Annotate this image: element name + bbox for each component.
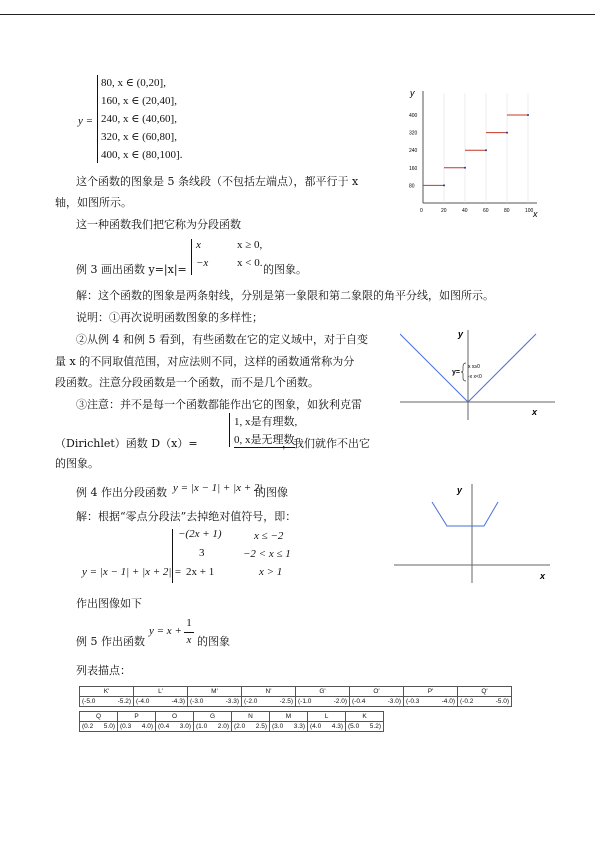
point-label: P' [404,687,458,697]
example5-formula-lhs: y = x + [149,625,182,637]
point-coords [118,722,156,732]
point-y: -2.5) [279,698,293,705]
fig2-legend-case2: -x x<0 [468,374,482,380]
fig1-endpoint [506,132,508,134]
example3-suffix: 的图象。 [263,263,307,276]
table_row1-value-row [80,697,512,707]
fig3-y-label: y [457,485,463,495]
points-table-positive [79,711,384,732]
dirichlet-prefix: （Dirichlet）函数 D（x）= [55,437,198,450]
point-label: K' [80,687,134,697]
fig1-x-tick: 100 [525,208,534,214]
point-x: (4.0 [310,723,322,730]
para1-line2: 轴，如图所示。 [55,196,132,209]
fig1-y-tick: 80 [409,183,415,190]
example5-prefix: 例 5 作出函数 [76,635,145,648]
point-coords [308,722,346,732]
piecewise1-case: 320, x ∈ (60,80], [101,131,177,143]
piecewise4-case1-cond: x ≤ −2 [254,530,284,542]
piecewise1-case: 80, x ∈ (0,20], [101,77,166,89]
point-coords [80,697,134,707]
draw-text: 作出图像如下 [76,597,142,610]
fig3-graph [394,478,554,584]
table_row2-label-row [80,712,384,722]
fig1-y-tick: 160 [409,165,418,172]
point-y: -5.0) [495,698,509,705]
piecewise1-cases [101,74,182,164]
dirichlet-brace [229,413,230,447]
point-coords [404,697,458,707]
point-y: -4.0) [441,698,455,705]
piecewise4-case3-cond: x > 1 [259,566,283,578]
piecewise1-brace [97,75,98,163]
note-title: 说明：①再次说明函数图象的多样性； [76,311,263,324]
point-y: -3.3) [225,698,239,705]
piecewise4-lhs: y = |x − 1| + |x + 2| = [82,566,182,578]
note3-line1: ③注意：并不是每一个函数都能作出它的图象，如狄利克雷 [76,398,362,411]
fig1-x-tick: 80 [504,208,510,214]
table_row2-value-row [80,722,384,732]
point-x: (3.0 [272,723,284,730]
point-label: M [270,712,308,722]
example5-frac-bar [184,632,194,633]
fig1-segments [423,114,529,186]
point-x: (5.0 [348,723,360,730]
point-label: G' [296,687,350,697]
point-y: 3.3) [293,723,305,730]
fig1-endpoint [443,184,445,186]
fig1-x-tick: 0 [420,208,423,214]
fig1-endpoint [527,114,529,116]
point-y: 2.5) [255,723,267,730]
point-coords [270,722,308,732]
point-label: O [156,712,194,722]
point-label: Q [80,712,118,722]
example4-prefix: 例 4 作出分段函数 [76,486,167,499]
dirichlet-case1: 1, x是有理数, [234,416,298,428]
piecewise1-lhs: y = [78,115,94,127]
piecewise4-case1-expr: −(2x + 1) [178,528,222,540]
fig3-x-label: x [540,571,546,581]
point-x: (0.2 [82,723,94,730]
example3-case1-expr: x [196,239,201,251]
point-label: N' [242,687,296,697]
point-x: (-4.0 [136,698,150,705]
dirichlet-suffix: ，我们就作不出它 [282,437,370,450]
point-y: 5.2) [369,723,381,730]
point-coords [194,722,232,732]
example4-formula: y = |x − 1| + |x + 2| [173,482,263,494]
point-coords [232,722,270,732]
example5-frac-num: 1 [186,617,192,629]
fig1-endpoint [464,167,466,169]
fig2-left-ray [400,334,468,402]
dirichlet-case2: 0, x是无理数 [234,431,295,448]
point-coords [296,697,350,707]
point-x: (0.3 [120,723,132,730]
example3-prefix: 例 3 画出函数 y=|x|= [76,263,187,276]
piecewise4-case3-expr: 2x + 1 [186,566,215,578]
example3-case2-cond: x < 0. [237,257,263,269]
fig1-x-tick: 40 [462,208,468,214]
fig1-y-tick: 240 [409,148,418,155]
point-coords [458,697,512,707]
para1-line1: 这个函数的图象是 5 条线段（不包括左端点），都平行于 x [76,175,359,188]
point-label: Q' [458,687,512,697]
point-x: (-1.0 [298,698,312,705]
point-label: O' [350,687,404,697]
fig1-y-label: y [410,88,415,98]
example5-suffix: 的图象 [197,635,230,648]
fig2-y-label: y [458,329,464,339]
point-coords [346,722,384,732]
fig2-legend-lhs: y= [452,369,460,376]
point-label: N [232,712,270,722]
piecewise1-case: 400, x ∈ (80,100]. [101,149,183,161]
fig1-y-tick: 400 [409,113,418,119]
para2: 这一种函数我们把它称为分段函数 [76,218,241,231]
point-coords [188,697,242,707]
point-y: -4.3) [171,698,185,705]
example4-suffix: 的图像 [255,486,288,499]
point-coords [134,697,188,707]
fig1-step-graph [405,85,545,225]
example5-frac-den: x [186,634,192,646]
fig2-x-label: x [532,407,538,417]
table_row1-label-row [80,687,512,697]
fig2-abs-graph [400,322,560,422]
note2-line1: ②从例 4 和例 5 看到，有些函数在它的定义域中，对于自变 [76,333,368,346]
list-label: 列表描点： [76,664,131,677]
point-label: L' [134,687,188,697]
point-coords [80,722,118,732]
point-x: (-2.0 [244,698,258,705]
point-label: K [346,712,384,722]
point-label: P [118,712,156,722]
point-label: G [194,712,232,722]
point-y: -3.0) [387,698,401,705]
solution3: 解：这个函数的图象是两条射线，分别是第一象限和第二象限的角平分线，如图所示。 [76,289,494,302]
note2-line3: 段函数。注意分段函数是一个函数，而不是几个函数。 [55,376,319,389]
point-x: (-0.4 [352,698,366,705]
point-y: 4.3) [331,723,343,730]
point-y: 2.0) [217,723,229,730]
note2-line2: 量 x 的不同取值范围，对应法则不同，这样的函数通常称为分 [55,355,355,368]
point-x: (-3.0 [190,698,204,705]
dirichlet-line2: 的图象。 [55,457,99,470]
point-x: (-0.3 [406,698,420,705]
example3-case2-expr: −x [196,257,209,269]
fig1-x-tick: 60 [483,208,489,214]
piecewise1-case: 160, x ∈ (20,40], [101,95,177,107]
piecewise4-case2-expr: 3 [199,547,205,559]
fig3-curve [432,502,498,526]
example3-case1-cond: x ≥ 0, [237,239,263,251]
point-y: 4.0) [141,723,153,730]
piecewise1-case: 240, x ∈ (40,60], [101,113,177,125]
point-x: (2.0 [234,723,246,730]
fig1-endpoint [485,149,487,151]
fig2-legend-case1: x x≥0 [468,364,480,370]
fig1-x-label: x [533,209,538,219]
point-coords [156,722,194,732]
point-x: (-5.0 [82,698,96,705]
example3-brace [191,239,192,275]
fig1-ticks [409,113,534,214]
point-x: (1.0 [196,723,208,730]
piecewise4-brace [172,529,173,583]
point-y: -2.0) [333,698,347,705]
point-y: 3.0) [179,723,191,730]
point-coords [242,697,296,707]
fig2-legend-brace [461,363,466,381]
fig1-x-tick: 20 [441,208,447,214]
point-x: (0.4 [158,723,170,730]
fig1-grid [444,93,528,203]
piecewise4-case2-cond: −2 < x ≤ 1 [243,548,291,560]
point-label: M' [188,687,242,697]
point-x: (-0.2 [460,698,474,705]
point-coords [350,697,404,707]
point-y: 5.0) [103,723,115,730]
solution4: 解：根据“零点分段法”去掉绝对值符号，即： [76,510,297,523]
point-label: L [308,712,346,722]
points-table-negative [79,686,512,707]
fig1-y-tick: 320 [409,130,418,137]
header-rule [0,14,595,15]
point-y: -5.2) [117,698,131,705]
